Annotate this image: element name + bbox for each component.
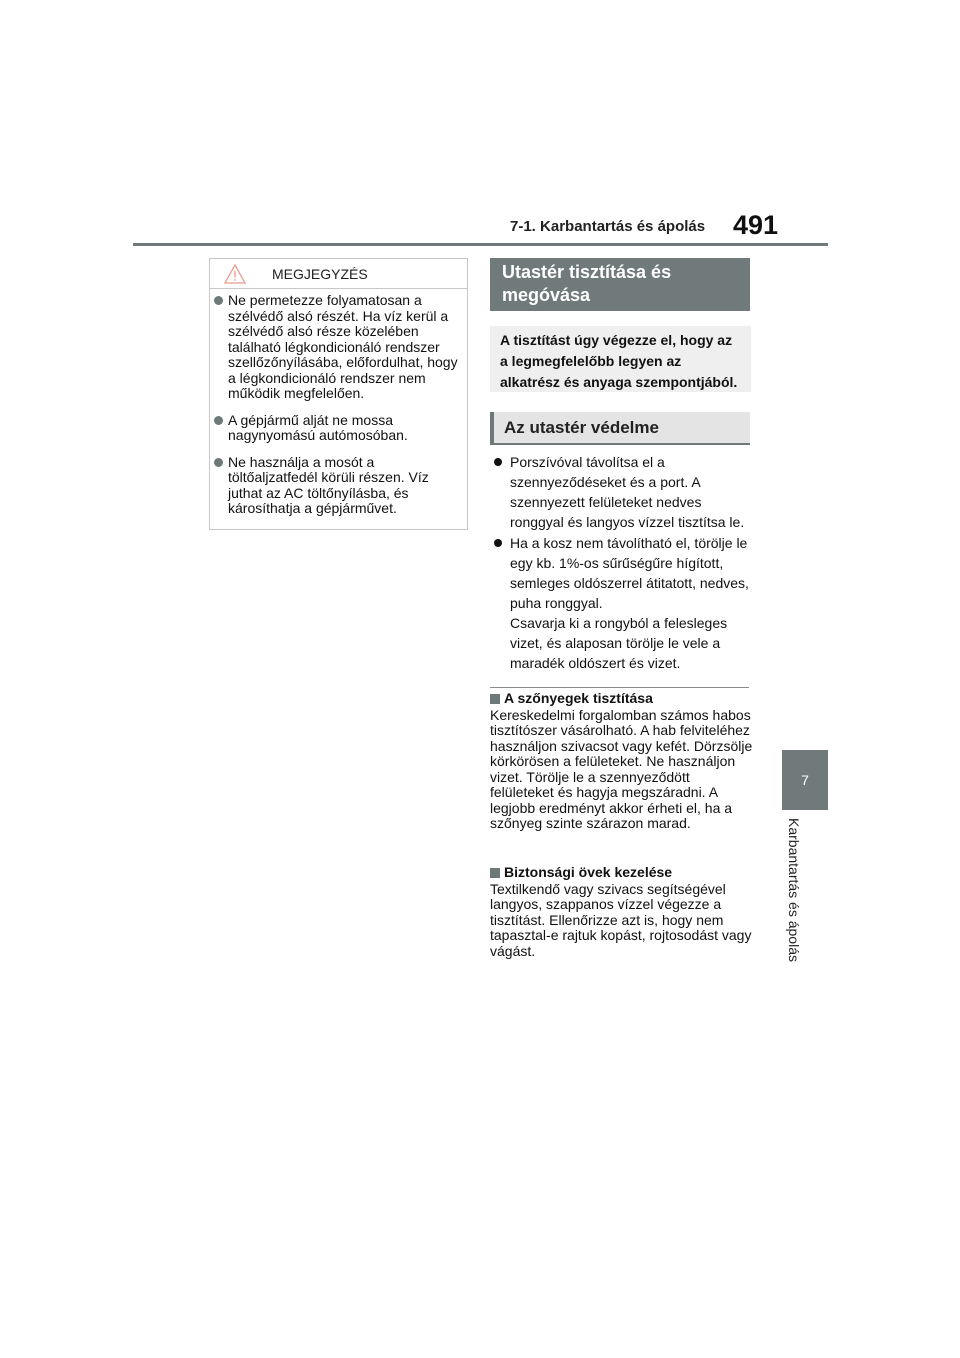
topic-heading [490,691,755,707]
square-bullet-icon [490,694,500,704]
chapter-side-label: Karbantartás és ápolás [786,818,802,962]
subsection-title: Az utastér védelme [490,412,750,445]
bullet-dot-icon [214,416,223,425]
notice-list [210,289,467,517]
notice-header [210,259,467,289]
divider [490,687,749,688]
topic-body: Kereskedelmi forgalomban számos habos tisztítószer vásárolható. A hab felviteléhez használjon szivacsot vagy kefét. Dörzsölje körkörösen a felületeket. Ne használjon vizet. Törölje le a szennyeződött felületeket és hagyja megszáradni. A legjobb eredményt akkor érheti el, ha a szőnyeg szinte szárazon marad. [490,706,753,831]
bullet-item-text: Porszívóval távolítsa el a szennyeződéseket és a port. A szennyezett felületeket nedves ronggyal és langyos vízzel tisztítsa le. [510,454,745,530]
bullet-item-text: Ha a kosz nem távolítható el, törölje le egy kb. 1%-os sűrűségűre hígított, semleges oldószerrel átitatott, nedves, puha ronggyal. [510,535,749,611]
section-title: Utastér tisztítása és megóvása [490,258,750,311]
warning-triangle-icon [224,264,246,284]
bullet-dot-icon [494,458,502,466]
page-number: 491 [733,210,779,240]
topic-carpets [490,691,755,832]
intro-box: A tisztítást úgy végezze el, hogy az a legmegfelelőbb legyen az alkatrész és anyaga szempontjából. [490,326,751,392]
bullet-list [490,452,755,674]
notice-item-text: A gépjármű alját ne mossa nagynyomású autómosóban. [228,411,408,443]
notice-title: MEGJEGYZÉS [272,265,368,282]
bullet-dot-icon [494,539,502,547]
topic-heading [490,865,755,881]
square-bullet-icon [490,868,500,878]
bullet-dot-icon [214,458,223,467]
notice-item [210,293,459,402]
topic-title: A szőnyegek tisztítása [504,690,653,706]
topic-seatbelts [490,865,755,959]
notice-box [209,258,468,530]
notice-item [210,413,459,444]
notice-item [210,455,459,517]
topic-body: Textilkendő vagy szivacs segítségével langyos, szappanos vízzel végezze a tisztítást. Ellenőrizze azt is, hogy nem tapasztal-e rajtuk kopást, rojtosodást vagy vágást. [490,880,752,959]
topic-title: Biztonsági övek kezelése [504,864,673,880]
header-section-title: 7-1. Karbantartás és ápolás [510,218,706,235]
chapter-tab: 7 [782,750,828,810]
bullet-dot-icon [214,296,223,305]
bullet-item-extra: Csavarja ki a rongyból a felesleges vizet, és alaposan törölje le vele a maradék oldószert és vizet. [510,615,728,671]
bullet-item [490,533,755,673]
notice-item-text: Ne permetezze folyamatosan a szélvédő alsó részét. Ha víz kerül a szélvédő alsó része közelében található légkondicionáló rendszer szellőzőnyílásába, előfordulhat, hogy a légkondicionáló rendszer nem működik megfelelően. [228,292,458,401]
bullet-item [490,452,755,532]
notice-item-text: Ne használja a mosót a töltőaljzatfedél körüli részen. Víz juthat az AC töltőnyílásba, és károsíthatja a gépjárművet. [228,453,429,516]
header-rule [133,243,828,246]
